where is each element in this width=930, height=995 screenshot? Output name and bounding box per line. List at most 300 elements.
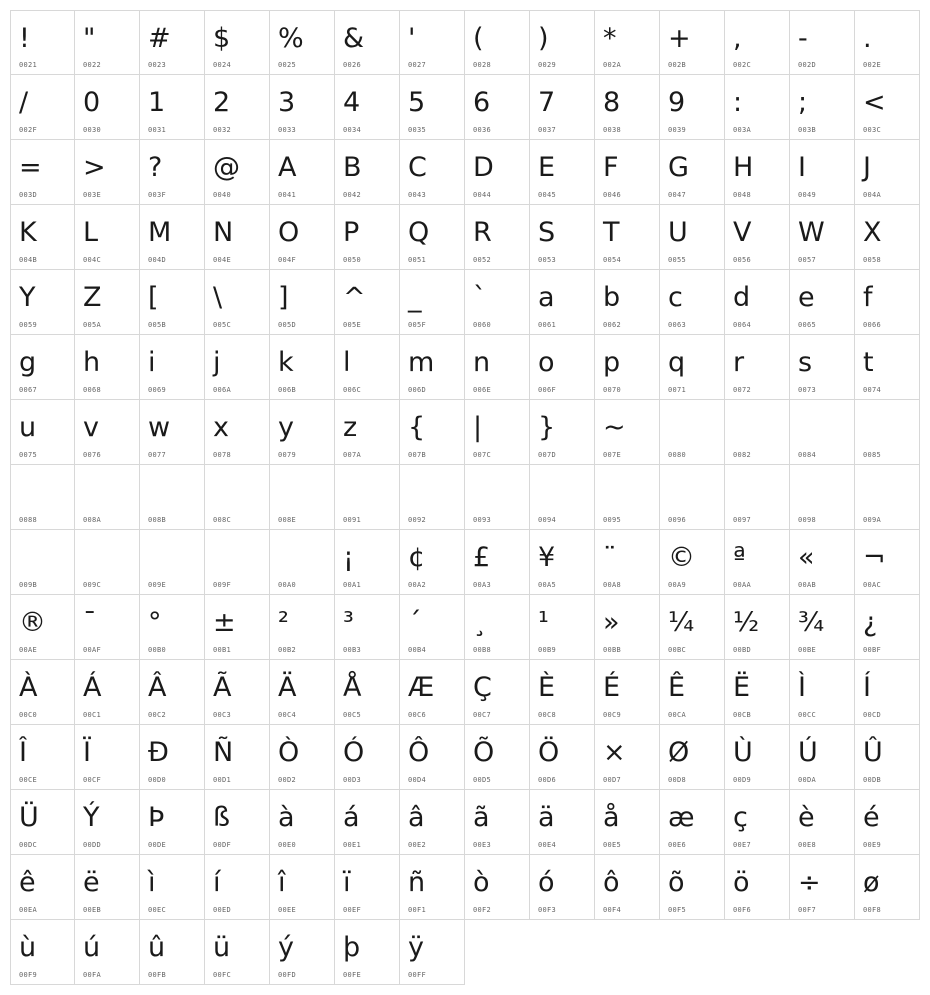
glyph-cell — [790, 270, 855, 335]
glyph-cell — [530, 465, 595, 530]
glyph-cell — [10, 400, 75, 465]
glyph-codepoint: 0034 — [343, 126, 362, 134]
glyph-cell — [595, 465, 660, 530]
glyph-char: k — [278, 347, 294, 378]
glyph-codepoint: 00D8 — [668, 776, 687, 784]
glyph-codepoint: 002C — [733, 61, 752, 69]
glyph-char: r — [733, 347, 745, 378]
glyph-cell — [270, 75, 335, 140]
glyph-char: v — [83, 412, 99, 443]
glyph-cell — [335, 660, 400, 725]
glyph-cell — [595, 10, 660, 75]
glyph-codepoint: 00FB — [148, 971, 167, 979]
glyph-codepoint: 0048 — [733, 191, 752, 199]
glyph-char: : — [733, 87, 743, 118]
glyph-char: ² — [278, 607, 289, 638]
glyph-cell — [10, 465, 75, 530]
glyph-char: ? — [148, 152, 163, 183]
glyph-cell — [10, 790, 75, 855]
glyph-char: , — [733, 23, 742, 54]
glyph-char: © — [668, 542, 695, 573]
glyph-cell — [270, 660, 335, 725]
glyph-char: n — [473, 347, 491, 378]
glyph-codepoint: 00F2 — [473, 906, 492, 914]
glyph-codepoint: 0063 — [668, 321, 687, 329]
glyph-codepoint: 00D9 — [733, 776, 752, 784]
glyph-char: K — [19, 217, 37, 248]
glyph-codepoint: 0060 — [473, 321, 492, 329]
glyph-char: ¥ — [538, 542, 556, 573]
glyph-char: H — [733, 152, 754, 183]
glyph-codepoint: 004F — [278, 256, 297, 264]
glyph-codepoint: 00CD — [863, 711, 882, 719]
glyph-cell — [790, 790, 855, 855]
glyph-char: Á — [83, 672, 102, 703]
glyph-codepoint: 0074 — [863, 386, 882, 394]
glyph-char: E — [538, 152, 556, 183]
glyph-codepoint: 0093 — [473, 516, 492, 524]
glyph-cell — [530, 400, 595, 465]
glyph-char: m — [408, 347, 435, 378]
glyph-char: ¸ — [473, 607, 487, 638]
glyph-codepoint: 005E — [343, 321, 362, 329]
glyph-char: å — [603, 802, 620, 833]
glyph-codepoint: 00FE — [343, 971, 362, 979]
glyph-char: a — [538, 282, 555, 313]
glyph-cell — [10, 75, 75, 140]
glyph-cell — [270, 855, 335, 920]
glyph-codepoint: 00A3 — [473, 581, 492, 589]
glyph-cell — [140, 465, 205, 530]
glyph-cell — [270, 465, 335, 530]
glyph-cell — [335, 10, 400, 75]
glyph-codepoint: 00ED — [213, 906, 232, 914]
glyph-cell — [465, 140, 530, 205]
glyph-codepoint: 00F3 — [538, 906, 557, 914]
glyph-cell — [335, 855, 400, 920]
glyph-codepoint: 0022 — [83, 61, 102, 69]
glyph-cell — [140, 10, 205, 75]
glyph-cell — [725, 270, 790, 335]
glyph-codepoint: 00FF — [408, 971, 427, 979]
glyph-codepoint: 0094 — [538, 516, 557, 524]
glyph-char: @ — [213, 152, 240, 183]
glyph-codepoint: 00E0 — [278, 841, 297, 849]
glyph-cell — [725, 855, 790, 920]
glyph-cell — [335, 140, 400, 205]
glyph-char: ´ — [408, 607, 422, 638]
glyph-cell — [205, 465, 270, 530]
glyph-codepoint: 00C7 — [473, 711, 492, 719]
glyph-cell — [725, 725, 790, 790]
glyph-char: û — [148, 932, 166, 963]
glyph-codepoint: 0027 — [408, 61, 427, 69]
glyph-codepoint: 00D3 — [343, 776, 362, 784]
glyph-codepoint: 00EF — [343, 906, 362, 914]
glyph-char: Ì — [798, 672, 806, 703]
glyph-char: x — [213, 412, 229, 443]
glyph-cell — [595, 595, 660, 660]
glyph-codepoint: 00A8 — [603, 581, 622, 589]
glyph-codepoint: 0059 — [19, 321, 38, 329]
glyph-cell — [10, 725, 75, 790]
glyph-char: Ï — [83, 737, 91, 768]
glyph-cell — [400, 855, 465, 920]
glyph-codepoint: 0065 — [798, 321, 817, 329]
glyph-cell — [790, 140, 855, 205]
glyph-char: O — [278, 217, 300, 248]
glyph-codepoint: 008E — [278, 516, 297, 524]
glyph-char: o — [538, 347, 555, 378]
glyph-char: e — [798, 282, 815, 313]
glyph-cell — [530, 335, 595, 400]
glyph-char: X — [863, 217, 882, 248]
glyph-codepoint: 006D — [408, 386, 427, 394]
glyph-cell — [140, 595, 205, 660]
glyph-codepoint: 00C8 — [538, 711, 557, 719]
glyph-codepoint: 0076 — [83, 451, 102, 459]
glyph-cell — [270, 205, 335, 270]
glyph-codepoint: 0056 — [733, 256, 752, 264]
glyph-cell — [140, 335, 205, 400]
glyph-char: ; — [798, 87, 808, 118]
glyph-char: Â — [148, 672, 167, 703]
glyph-codepoint: 00AB — [798, 581, 817, 589]
glyph-char: y — [278, 412, 294, 443]
glyph-cell — [725, 595, 790, 660]
glyph-cell — [465, 595, 530, 660]
glyph-codepoint: 0092 — [408, 516, 427, 524]
glyph-cell — [400, 400, 465, 465]
glyph-codepoint: 00A1 — [343, 581, 362, 589]
glyph-cell — [140, 140, 205, 205]
glyph-cell — [660, 75, 725, 140]
glyph-char: Ê — [668, 672, 686, 703]
glyph-char: à — [278, 802, 295, 833]
glyph-codepoint: 00B2 — [278, 646, 297, 654]
glyph-codepoint: 0061 — [538, 321, 557, 329]
glyph-char: J — [863, 152, 871, 183]
glyph-cell — [10, 270, 75, 335]
glyph-char: ó — [538, 867, 555, 898]
glyph-codepoint: 0051 — [408, 256, 427, 264]
glyph-cell — [400, 335, 465, 400]
glyph-codepoint: 0045 — [538, 191, 557, 199]
glyph-char: ê — [19, 867, 36, 898]
glyph-char: ç — [733, 802, 748, 833]
glyph-cell — [855, 465, 920, 530]
glyph-cell — [660, 660, 725, 725]
glyph-char: 7 — [538, 87, 556, 118]
glyph-char: W — [798, 217, 825, 248]
glyph-cell — [205, 140, 270, 205]
glyph-codepoint: 00CE — [19, 776, 38, 784]
glyph-cell — [75, 660, 140, 725]
glyph-cell — [465, 790, 530, 855]
glyph-codepoint: 0026 — [343, 61, 362, 69]
glyph-cell — [595, 140, 660, 205]
glyph-char: £ — [473, 542, 491, 573]
glyph-codepoint: 002D — [798, 61, 817, 69]
glyph-cell — [465, 465, 530, 530]
glyph-cell — [595, 400, 660, 465]
glyph-char: $ — [213, 23, 231, 54]
glyph-cell — [75, 595, 140, 660]
glyph-cell — [205, 920, 270, 985]
glyph-cell — [400, 660, 465, 725]
glyph-cell — [10, 335, 75, 400]
glyph-cell — [530, 790, 595, 855]
glyph-char: Ù — [733, 737, 753, 768]
glyph-char: Q — [408, 217, 430, 248]
glyph-codepoint: 0025 — [278, 61, 297, 69]
glyph-cell — [10, 660, 75, 725]
glyph-char: Ä — [278, 672, 297, 703]
glyph-cell — [75, 335, 140, 400]
glyph-char: t — [863, 347, 874, 378]
glyph-codepoint: 0029 — [538, 61, 557, 69]
glyph-cell — [790, 465, 855, 530]
glyph-cell — [530, 205, 595, 270]
glyph-cell — [855, 790, 920, 855]
glyph-codepoint: 0096 — [668, 516, 687, 524]
glyph-char: ^ — [343, 282, 366, 313]
glyph-codepoint: 00BB — [603, 646, 622, 654]
glyph-char: â — [408, 802, 425, 833]
glyph-cell — [660, 530, 725, 595]
glyph-char: ½ — [733, 607, 760, 638]
glyph-codepoint: 0098 — [798, 516, 817, 524]
glyph-cell — [400, 75, 465, 140]
glyph-cell — [465, 205, 530, 270]
glyph-codepoint: 00EB — [83, 906, 102, 914]
glyph-cell — [725, 530, 790, 595]
glyph-codepoint: 004A — [863, 191, 882, 199]
glyph-char: ~ — [603, 412, 626, 443]
glyph-cell — [205, 270, 270, 335]
glyph-cell — [530, 10, 595, 75]
glyph-char: ' — [408, 23, 416, 54]
glyph-cell — [270, 530, 335, 595]
glyph-codepoint: 004C — [83, 256, 102, 264]
glyph-char: b — [603, 282, 621, 313]
glyph-char: 1 — [148, 87, 166, 118]
glyph-char: ° — [148, 607, 162, 638]
glyph-cell — [595, 530, 660, 595]
glyph-cell — [140, 920, 205, 985]
glyph-cell — [75, 75, 140, 140]
glyph-codepoint: 00E2 — [408, 841, 427, 849]
glyph-cell — [205, 855, 270, 920]
glyph-cell — [465, 270, 530, 335]
glyph-char: æ — [668, 802, 695, 833]
glyph-char: | — [473, 412, 483, 443]
glyph-cell — [855, 75, 920, 140]
glyph-cell — [660, 270, 725, 335]
glyph-char: { — [408, 412, 426, 443]
glyph-cell — [725, 335, 790, 400]
glyph-codepoint: 00A2 — [408, 581, 427, 589]
glyph-char: Ö — [538, 737, 560, 768]
glyph-char: ß — [213, 802, 231, 833]
glyph-codepoint: 0028 — [473, 61, 492, 69]
glyph-codepoint: 005B — [148, 321, 167, 329]
glyph-codepoint: 009B — [19, 581, 38, 589]
glyph-cell — [660, 465, 725, 530]
glyph-cell — [205, 335, 270, 400]
glyph-codepoint: 00EC — [148, 906, 167, 914]
glyph-codepoint: 0054 — [603, 256, 622, 264]
glyph-codepoint: 00B9 — [538, 646, 557, 654]
glyph-cell — [855, 725, 920, 790]
glyph-codepoint: 008B — [148, 516, 167, 524]
glyph-codepoint: 0049 — [798, 191, 817, 199]
glyph-codepoint: 00BD — [733, 646, 752, 654]
glyph-codepoint: 005F — [408, 321, 427, 329]
glyph-cell — [10, 855, 75, 920]
glyph-cell — [790, 10, 855, 75]
glyph-cell — [205, 205, 270, 270]
glyph-codepoint: 005D — [278, 321, 297, 329]
glyph-cell — [270, 920, 335, 985]
glyph-char: * — [603, 23, 617, 54]
glyph-codepoint: 00E5 — [603, 841, 622, 849]
glyph-codepoint: 003B — [798, 126, 817, 134]
glyph-codepoint: 00F1 — [408, 906, 427, 914]
glyph-codepoint: 00FC — [213, 971, 232, 979]
glyph-char: ø — [863, 867, 880, 898]
glyph-char: V — [733, 217, 752, 248]
glyph-char: ÷ — [798, 867, 821, 898]
glyph-codepoint: 005C — [213, 321, 232, 329]
glyph-cell — [335, 920, 400, 985]
glyph-char: é — [863, 802, 880, 833]
glyph-char: Ý — [83, 802, 100, 833]
glyph-char: P — [343, 217, 360, 248]
glyph-codepoint: 0055 — [668, 256, 687, 264]
glyph-char: F — [603, 152, 619, 183]
glyph-cell — [790, 855, 855, 920]
glyph-cell — [725, 790, 790, 855]
glyph-cell — [10, 205, 75, 270]
glyph-codepoint: 0030 — [83, 126, 102, 134]
glyph-cell — [400, 465, 465, 530]
glyph-cell — [75, 400, 140, 465]
glyph-char: á — [343, 802, 360, 833]
glyph-char: í — [213, 867, 221, 898]
glyph-codepoint: 007C — [473, 451, 492, 459]
glyph-codepoint: 0058 — [863, 256, 882, 264]
glyph-codepoint: 0044 — [473, 191, 492, 199]
glyph-cell — [530, 140, 595, 205]
glyph-cell — [790, 335, 855, 400]
glyph-cell — [205, 10, 270, 75]
glyph-codepoint: 0072 — [733, 386, 752, 394]
glyph-codepoint: 00C5 — [343, 711, 362, 719]
glyph-cell — [75, 920, 140, 985]
glyph-char: h — [83, 347, 101, 378]
glyph-char: Å — [343, 672, 362, 703]
glyph-cell — [855, 855, 920, 920]
glyph-char: ÿ — [408, 932, 424, 963]
glyph-char: w — [148, 412, 171, 443]
glyph-cell — [335, 75, 400, 140]
glyph-cell — [10, 140, 75, 205]
glyph-codepoint: 00AC — [863, 581, 882, 589]
glyph-codepoint: 0053 — [538, 256, 557, 264]
glyph-char: 6 — [473, 87, 491, 118]
glyph-codepoint: 00E9 — [863, 841, 882, 849]
glyph-char: ³ — [343, 607, 354, 638]
glyph-char: Ú — [798, 737, 818, 768]
glyph-codepoint: 0073 — [798, 386, 817, 394]
glyph-char: ) — [538, 23, 549, 54]
glyph-char: D — [473, 152, 494, 183]
glyph-cell — [530, 270, 595, 335]
glyph-cell — [270, 335, 335, 400]
glyph-char: Ò — [278, 737, 300, 768]
glyph-codepoint: 0077 — [148, 451, 167, 459]
glyph-char: Ë — [733, 672, 751, 703]
glyph-codepoint: 00D0 — [148, 776, 167, 784]
glyph-codepoint: 0062 — [603, 321, 622, 329]
glyph-char: ë — [83, 867, 100, 898]
glyph-cell — [75, 140, 140, 205]
glyph-cell — [595, 335, 660, 400]
glyph-cell — [660, 790, 725, 855]
glyph-cell — [10, 10, 75, 75]
glyph-codepoint: 004B — [19, 256, 38, 264]
glyph-cell — [595, 270, 660, 335]
glyph-char: Õ — [473, 737, 495, 768]
glyph-codepoint: 0079 — [278, 451, 297, 459]
glyph-cell — [530, 75, 595, 140]
glyph-char: ª — [733, 542, 746, 573]
glyph-char: < — [863, 87, 886, 118]
glyph-char: î — [278, 867, 286, 898]
glyph-codepoint: 00DD — [83, 841, 102, 849]
glyph-char: ú — [83, 932, 101, 963]
glyph-cell — [465, 660, 530, 725]
glyph-cell — [660, 140, 725, 205]
glyph-cell — [335, 790, 400, 855]
glyph-cell — [335, 725, 400, 790]
glyph-cell — [660, 855, 725, 920]
glyph-codepoint: 006C — [343, 386, 362, 394]
glyph-cell — [530, 530, 595, 595]
glyph-cell — [270, 400, 335, 465]
glyph-cell — [595, 725, 660, 790]
glyph-cell — [790, 400, 855, 465]
glyph-char: 9 — [668, 87, 686, 118]
glyph-codepoint: 002F — [19, 126, 38, 134]
glyph-cell — [465, 75, 530, 140]
glyph-char: ì — [148, 867, 156, 898]
glyph-cell — [335, 465, 400, 530]
glyph-codepoint: 00D7 — [603, 776, 622, 784]
glyph-cell — [400, 270, 465, 335]
glyph-cell — [855, 335, 920, 400]
glyph-codepoint: 00A5 — [538, 581, 557, 589]
glyph-cell — [660, 725, 725, 790]
glyph-char: « — [798, 542, 815, 573]
glyph-codepoint: 00D1 — [213, 776, 232, 784]
glyph-codepoint: 003A — [733, 126, 752, 134]
glyph-cell — [75, 530, 140, 595]
glyph-cell — [335, 530, 400, 595]
glyph-codepoint: 00DE — [148, 841, 167, 849]
glyph-codepoint: 00B0 — [148, 646, 167, 654]
